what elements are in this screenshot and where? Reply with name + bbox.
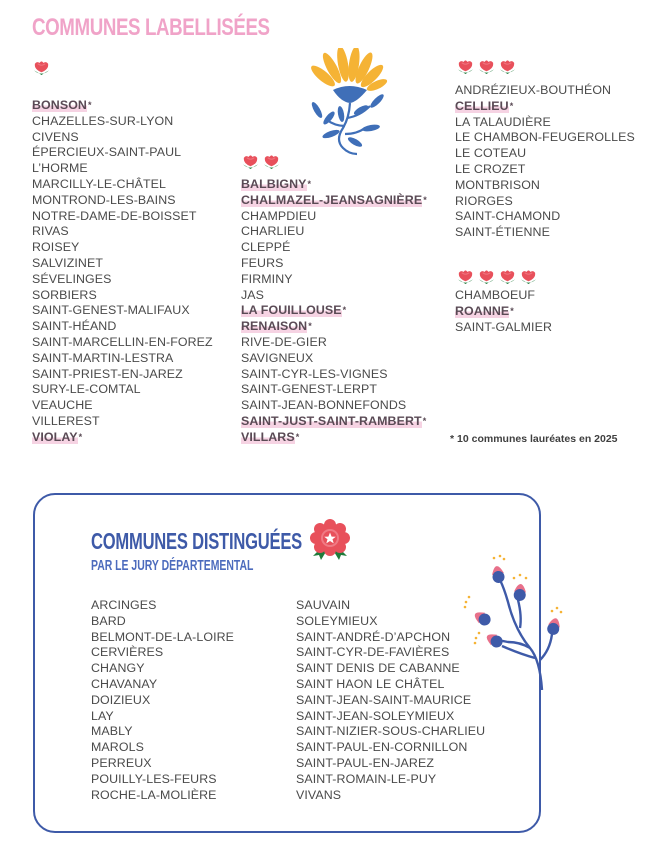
laureates-footnote: * 10 communes lauréates en 2025 [450,433,618,445]
distinguished-commune: VIVANS [296,787,342,802]
laureate-asterisk: * [308,321,312,332]
commune-name: SAINT-MARTIN-LESTRA [32,350,174,365]
commune [455,83,635,99]
commune [455,115,635,131]
laureate-asterisk: * [509,100,514,111]
distinguished-commune: LAY [91,708,114,723]
laureate-asterisk: * [510,305,514,316]
four-flower-rating [456,269,538,285]
commune-name: SAINT-GALMIER [455,319,553,334]
commune [241,335,427,351]
commune-laureate [241,193,427,209]
distinguees-list-right [296,598,485,803]
rose-icon [456,269,475,285]
laureate-asterisk: * [342,305,347,316]
commune-name: LE CHAMBON-FEUGEROLLES [455,130,635,145]
commune-name: SAINT-GENEST-MALIFAUX [32,303,190,318]
rose-icon [498,269,517,285]
distinguees-list-left [91,598,234,803]
rose-icon [519,269,538,285]
commune-name: FIRMINY [241,271,293,286]
commune-name: CIVENS [32,129,79,144]
three-flower-rating [456,59,517,75]
rose-icon [498,59,517,75]
commune-name: RIVE-DE-GIER [241,334,327,349]
commune-name: SAVIGNEUX [241,350,314,365]
commune [32,240,213,256]
distinguished-commune: SAINT HAON LE CHÂTEL [296,676,445,691]
commune [32,398,213,414]
rose-icon [241,154,260,170]
commune [32,177,213,193]
rose-icon [477,269,496,285]
two-flower-rating [241,154,281,170]
distinguished-commune: DOIZIEUX [91,692,151,707]
commune [32,145,213,161]
distinguished-commune: ROCHE-LA-MOLIÈRE [91,787,217,802]
commune [241,256,427,272]
commune-name: SAINT-JEAN-BONNEFONDS [241,398,407,413]
distinguished-commune: BARD [91,613,126,628]
distinguished-commune: SAINT-PAUL-EN-JAREZ [296,755,434,770]
commune [241,351,427,367]
commune-name: LE CROZET [455,161,526,176]
commune-name: CELLIEU [455,98,509,113]
commune-name: NOTRE-DAME-DE-BOISSET [32,208,197,223]
commune [32,114,213,130]
distinguished-commune: SAINT-PAUL-EN-CORNILLON [296,740,468,755]
distinguished-commune: SAINT-ROMAIN-LE-PUY [296,771,437,786]
commune [241,367,427,383]
commune-name: CHAMBOEUF [455,288,536,302]
commune-name: LE COTEAU [455,146,527,161]
commune-name: VILLARS [241,429,295,444]
commune-name: RIVAS [32,224,69,239]
commune [455,162,635,178]
commune-name: LA TALAUDIÈRE [455,114,551,129]
commune-name: ANDRÉZIEUX-BOUTHÉON [455,83,612,97]
distinguished-commune: SAINT DENIS DE CABANNE [296,661,460,676]
distinguished-commune: CHANGY [91,661,145,676]
distinguished-commune: SAINT-NIZIER-SOUS-CHARLIEU [296,724,486,739]
commune-name: FEURS [241,255,284,270]
distinguished-commune: CHAVANAY [91,676,158,691]
commune [32,193,213,209]
distinguished-commune: MABLY [91,724,133,739]
commune [241,398,427,414]
commune [455,146,635,162]
commune-laureate [241,414,427,430]
commune-name: ROISEY [32,240,80,255]
commune [455,194,635,210]
commune-name: ROANNE [455,303,510,318]
commune [32,161,213,177]
buds-branch-illustration [460,550,570,690]
distinguished-commune: SAUVAIN [296,598,351,612]
distinguished-commune: SAINT-JEAN-SOLEYMIEUX [296,708,455,723]
commune [32,351,213,367]
commune-name: VIOLAY [32,429,78,444]
commune-name: RIORGES [455,193,513,208]
distinguished-commune: MAROLS [91,740,144,755]
distinguished-commune: SOLEYMIEUX [296,613,378,628]
laureate-asterisk: * [422,415,427,426]
commune-name: SURY-LE-COMTAL [32,382,141,397]
commune-name: L’HORME [32,161,88,176]
commune [241,272,427,288]
commune [455,320,552,336]
two-flower-list [241,177,427,446]
commune [241,288,427,304]
commune [32,303,213,319]
commune-name: MONTBRISON [455,177,540,192]
commune-name: SAINT-CHAMOND [455,209,561,224]
commune [32,382,213,398]
commune [32,335,213,351]
commune [32,256,213,272]
distinguees-title: COMMUNES DISTINGUÉES [91,528,302,554]
laureate-asterisk: * [78,431,83,442]
commune [32,272,213,288]
commune-name: SÉVELINGES [32,271,112,286]
commune-name: SAINT-MARCELLIN-EN-FOREZ [32,334,213,349]
distinguees-subtitle: PAR LE JURY DÉPARTEMENTAL [91,558,254,574]
one-flower-list [32,98,213,446]
distinguished-commune: BELMONT-DE-LA-LOIRE [91,629,235,644]
commune-laureate [455,304,552,320]
commune [241,224,427,240]
commune-name: SAINT-HÉAND [32,319,117,334]
commune [32,288,213,304]
commune [32,319,213,335]
commune-name: BONSON [32,98,87,112]
commune-name: SAINT-ÉTIENNE [455,225,550,240]
four-flower-list [455,288,552,335]
commune [241,382,427,398]
distinguished-commune: SAINT-CYR-DE-FAVIÈRES [296,645,450,660]
commune [455,225,635,241]
commune-name: SALVIZINET [32,255,103,270]
commune-name: ÉPERCIEUX-SAINT-PAUL [32,145,182,160]
commune-name: BALBIGNY [241,177,307,191]
commune [455,209,635,225]
commune [455,130,635,146]
commune-name: SAINT-GENEST-LERPT [241,382,378,397]
rose-icon [477,59,496,75]
commune-laureate [241,177,427,193]
labellisees-title: COMMUNES LABELLISÉES [32,14,270,41]
commune [32,224,213,240]
commune-laureate [32,98,213,114]
commune-laureate [455,99,635,115]
distinguished-commune: SAINT-JEAN-SAINT-MAURICE [296,692,472,707]
commune [32,414,213,430]
commune-laureate [32,430,213,446]
commune [32,367,213,383]
distinguished-commune: ARCINGES [91,598,157,612]
commune-name: CHAZELLES-SUR-LYON [32,113,174,128]
laureate-asterisk: * [307,179,312,189]
commune-laureate [241,303,427,319]
laureate-asterisk: * [423,194,427,205]
one-flower-rating [32,60,51,76]
commune-name: MARCILLY-LE-CHÂTEL [32,176,167,191]
three-flower-list [455,83,635,241]
commune-name: CLEPPÉ [241,240,291,255]
distinguished-commune: CERVIÈRES [91,645,164,660]
rose-icon [32,60,51,76]
commune [455,178,635,194]
commune-name: LA FOUILLOUSE [241,303,342,318]
commune [241,240,427,256]
commune-name: SAINT-JUST-SAINT-RAMBERT [241,413,422,428]
commune-name: CHAMPDIEU [241,208,317,223]
laureate-asterisk: * [88,100,92,110]
commune [455,288,552,304]
rosette-star-icon [309,518,351,562]
commune-name: CHALMAZEL-JEANSAGNIÈRE [241,192,423,207]
laureate-asterisk: * [295,431,300,442]
commune-name: SORBIERS [32,287,97,302]
distinguished-commune: POUILLY-LES-FEURS [91,771,217,786]
commune-name: SAINT-CYR-LES-VIGNES [241,366,388,381]
commune-name: JAS [241,287,265,302]
distinguished-commune: PERREUX [91,755,152,770]
commune [32,209,213,225]
commune-name: MONTROND-LES-BAINS [32,192,176,207]
commune [32,130,213,146]
commune-laureate [241,430,427,446]
commune-name: SAINT-PRIEST-EN-JAREZ [32,366,183,381]
rose-icon [456,59,475,75]
commune-name: VILLEREST [32,413,100,428]
distinguished-commune: SAINT-ANDRÉ-D’APCHON [296,629,451,644]
commune-name: CHARLIEU [241,224,305,239]
commune [241,209,427,225]
rose-icon [262,154,281,170]
commune-laureate [241,319,427,335]
commune-name: RENAISON [241,319,308,334]
commune-name: VEAUCHE [32,398,93,413]
yellow-flower-illustration [305,48,395,158]
